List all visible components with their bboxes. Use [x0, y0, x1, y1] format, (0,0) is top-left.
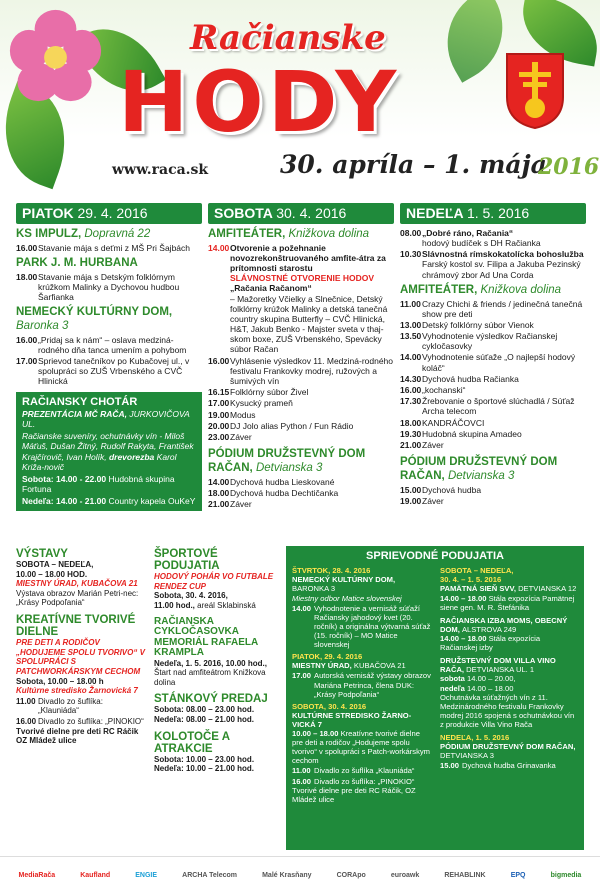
event-item [16, 697, 146, 716]
event-text: Modus [230, 409, 256, 420]
venue [208, 228, 394, 242]
event-text [422, 228, 586, 248]
event-time: 17.00 [292, 671, 312, 681]
event-item [440, 594, 578, 612]
event-text: Stála expozícia Račianskej izby [440, 633, 541, 653]
text: Tvorivé dielne pre deti RC Ráčik OZ Mládež ulice [16, 726, 139, 746]
venue-name: PÓDIUM DRUŽSTEVNÝ DOM RAČAN, [208, 448, 366, 474]
sponsor-logo: Kaufland [80, 872, 111, 880]
text-place: areál Sklabinská [197, 600, 256, 610]
event-time: 11.00 [400, 298, 421, 309]
event-text: Detský folklórny súbor Vienok [422, 319, 534, 330]
venue: NEMECKÝ KULTÚRNY DOM, [292, 575, 396, 585]
header [0, 0, 600, 196]
event-item [400, 374, 586, 384]
text: Nedeľa, 1. 5. 2016, 10.00 hod., [154, 658, 267, 668]
event-text: Divadlo zo šuflíka: „PINOKIO“ [38, 716, 144, 726]
event-item [16, 272, 202, 303]
event-time: 18.00 [400, 417, 422, 428]
event-item [16, 356, 202, 387]
event-highlight: SLÁVNOSTNÉ OTVORENIE HODOV [230, 273, 375, 284]
box-subtitle-a: PREZENTÁCIA MČ RAČA, [22, 408, 127, 419]
event-text: „Račania Račanom“ [230, 283, 312, 294]
event-time: 16.00 [16, 334, 38, 345]
sponsor-footer [0, 856, 600, 896]
column-sunday [400, 203, 586, 506]
text: Ochutnávka súťažných vín z 11. Medzinárodného festivalu Frankovky modrej 2016 spojená s ochutnávkou vín z produkcie Villa Vino Rača [440, 692, 575, 729]
text [440, 674, 578, 683]
event-time: 21.00 [400, 439, 422, 450]
section-title: ŠPORTOVÉ PODUJATIA [154, 548, 220, 573]
day-date: 1. 5. 2016 [466, 205, 530, 221]
box-line [22, 474, 196, 494]
event-time: 10.00 – 18.00 [292, 729, 339, 739]
day-header-saturday [208, 203, 394, 224]
event-text: Vyhodnotenie súťaže „O najlepší hodový koláč“ [422, 352, 576, 373]
text: Výstava obrazov Marián Petri-nec: „Krásy Podpoľania“ [16, 588, 139, 608]
accompanying-events-box [286, 546, 584, 850]
text: Tvorivé dielne pre deti RC Ráčik, OZ Mládež ulice [292, 785, 416, 804]
column-exhibitions [16, 548, 146, 746]
event-item [208, 432, 394, 442]
column-friday [16, 203, 202, 511]
event-time: 16.00 [292, 776, 312, 786]
event-time: 13.50 [400, 331, 422, 342]
box-line-time: Sobota: 14.00 - 22.00 [22, 473, 107, 484]
subtitle: HODOVÝ POHÁR VO FUTBALE RENDEZ CUP [154, 572, 274, 591]
event-time: 18.00 [16, 271, 38, 282]
text: Sobota, 30. 4. 2016, [154, 591, 228, 601]
event-year: 2016 [538, 154, 600, 180]
subtitle: PRE DETI A RODIČOV „HODUJEME SPOLU TVORIVO“ V SPOLUPRÁCI S PATCHWORKÁRSKYM CECHOM [16, 638, 145, 676]
event-text: DJ Jolo alias Python / Fun Rádio [230, 420, 354, 431]
event-text: – Mažoretky Včielky a Slnečnice, Detský folklórny krúžok Malinky a detská tanečná country skupina Butterfly – CVČ Hlinická, H&T, Jakub Benko - Majster sveta v thaj-skom boxe, ZUŠ Vrbenského, Spevácky súbor Račan [230, 293, 388, 355]
event-item [208, 387, 394, 397]
event-time: 15.00 [440, 761, 460, 771]
sponsor-logo: ENGIE [135, 872, 158, 880]
venue [440, 656, 578, 674]
event-text: „kochanski“ [422, 385, 466, 396]
event-text: Dychová hudba Dechtičanka [230, 487, 339, 498]
venue-name: MIESTNY ÚRAD, [292, 661, 352, 671]
text: 10.00 – 18.00 HOD. [16, 569, 88, 579]
section-title: SPRIEVODNÉ PODUJATIA [366, 550, 504, 562]
venue: Kultúrne stredisko Žarnovická 7 [16, 686, 138, 696]
event-text: KANDRÁČOVCI [422, 417, 485, 428]
event-time: 10.30 [400, 249, 422, 260]
event-time: 16.00 [400, 385, 422, 396]
event-time: 14.00 [208, 476, 230, 487]
event-item [400, 396, 586, 416]
day-date: 30. 4. 2016 [276, 205, 347, 221]
venue-address: DETVIANSKA UL. 1 [466, 665, 535, 675]
event-time: 19.00 [400, 495, 422, 506]
event-text: Vyhlásenie výsledkov 11. Medziná-rodného festivalu Frankovky modrej, ružových a šumivých vín [230, 355, 394, 387]
website-text: www.raca.sk [112, 162, 209, 178]
event-text: Kysucký prameň [230, 398, 293, 409]
column-saturday [208, 203, 394, 509]
event-item [440, 761, 578, 770]
text [154, 601, 282, 611]
day-name: NEDEĽA [406, 205, 464, 221]
event-text: Záver [422, 439, 444, 450]
event-item [400, 429, 586, 439]
event-item [208, 243, 394, 274]
section-title: KREATÍVNE TVORIVÉ DIELNE [16, 614, 136, 639]
event-item [208, 499, 394, 509]
venue-address: BARONKA 3 [292, 584, 336, 594]
event-time: 14.00 [292, 603, 312, 613]
event-item [292, 729, 432, 765]
venue-name: NEMECKÝ KULTÚRNY DOM, [16, 306, 173, 319]
text: Sobota: 10.00 – 23.00 hod. [154, 754, 255, 764]
event-dates: 30. apríla – 1. mája [280, 150, 547, 179]
event-time: 20.00 [208, 420, 230, 431]
event-text: Stála expozícia Pamätnej siene gen. M. R. Štefánika [440, 593, 575, 612]
sponsor-logo: Malé Krasňany [262, 872, 312, 880]
subcolumn-left [292, 566, 432, 804]
box-text [22, 431, 196, 472]
box-title: RAČIANSKY CHOTÁR [22, 395, 138, 408]
event-text: Stavanie mája s Detským folklórnym krúžkom Malinky a Dychovou hudbou Šarfianka [38, 271, 180, 302]
text: Štart nad amfiteátrom Knižkova dolina [154, 668, 266, 687]
event-text: Autorská vernisáž výstavy obrazov Mariána Petrinca, člena DUK: „Krásy Podpoľania“ [314, 671, 431, 699]
column-sports [154, 548, 282, 774]
event-time: 17.00 [208, 398, 230, 409]
venue-name: AMFITEÁTER, [208, 227, 286, 240]
event-text: Dychová hudba Račianka [422, 373, 519, 384]
venue-address: Knižkova dolina [480, 283, 562, 296]
event-text: Divadlo zo šuflíka: „Klauniáda“ [38, 696, 103, 716]
chotar-box [16, 392, 202, 511]
event-title: Slávnostná rímskokatolícka bohoslužba [422, 249, 584, 260]
event-item [440, 634, 578, 652]
venue: PARK J. M. HURBANA [16, 256, 138, 269]
event-text: Sprievod tanečníkov po Kubačovej ul., v spolupráci so ZUŠ Vrbenského a CVČ Hlinická [38, 356, 190, 387]
event-item [16, 243, 202, 253]
venue-name: PAMÄTNÁ SIEŇ SVV, [440, 584, 516, 594]
event-item [208, 410, 394, 420]
event-text: Vyhodnotenie výsledkov Račianskej cykločasovky [422, 331, 558, 352]
venue [16, 228, 202, 242]
box-subtitle [22, 409, 196, 429]
day-header-sunday [400, 203, 586, 224]
event-title: „Dobré ráno, Račania“ [422, 227, 514, 238]
venue [440, 616, 578, 634]
event-time: 14.00 – 18.00 [440, 633, 487, 643]
section-title: RAČIANSKA CYKLOČASOVKA MEMORIÁL RAFAELA KRAMPLA [154, 615, 258, 658]
event-item [292, 671, 432, 698]
event-time: 11.00 [292, 766, 311, 776]
box-text-c: Karol Križa-novič [22, 451, 177, 472]
venue-address: Knižkova dolina [288, 227, 370, 240]
venue [440, 584, 578, 593]
event-text: Vyhodnotenie a vernisáž súťaží Račiansky jahodový kvet (20. ročník) a originálna výtvarná súťaž (15. ročník) – MO Matice slovenskej [314, 603, 431, 650]
text-day: sobota [440, 674, 465, 684]
sponsor-logo: CORApo [336, 872, 366, 880]
event-text: Crazy Chichi & friends / jedinečná tanečná show pre deti [422, 298, 583, 319]
venue [400, 456, 586, 484]
venue-address: Dopravná 22 [84, 227, 151, 240]
event-time: 19.30 [400, 428, 422, 439]
event-time: 15.00 [400, 484, 422, 495]
event-text: „Pridaj sa k nám“ – oslava medziná-rodného dňa tanca umením a pohybom [38, 334, 187, 355]
event-text: Záver [230, 499, 252, 510]
venue-address: Detvianska 3 [255, 461, 323, 474]
venue-name: PÓDIUM DRUŽSTEVNÝ DOM RAČAN, [400, 456, 558, 482]
event-item [292, 604, 432, 650]
event-item [16, 335, 202, 355]
text-time: 14.00 – 18.00 [467, 683, 514, 693]
event-desc: hodový budíček s DH Račianka [422, 237, 541, 248]
day-header: SOBOTA, 30. 4. 2016 [292, 701, 367, 711]
venue-address: DETVIANSKA 12 [518, 584, 577, 594]
text: SOBOTA – NEDEĽA, [16, 560, 94, 570]
venue-name: AMFITEÁTER, [400, 283, 478, 296]
event-time: 16.00 [208, 355, 230, 366]
day-header: PIATOK, 29. 4. 2016 [292, 652, 363, 662]
event-item [208, 398, 394, 408]
text: Nedeľa: 10.00 – 21.00 hod. [154, 764, 255, 774]
day-name: PIATOK [22, 205, 74, 221]
event-item [400, 331, 586, 351]
event-time: 21.00 [208, 499, 230, 510]
event-item [400, 418, 586, 428]
sponsor-logo: EPQ [510, 872, 526, 880]
text-time: 14.00 – 20.00, [467, 674, 516, 684]
box-line-text: Country kapela OuKeY [108, 496, 196, 507]
event-item [16, 717, 146, 727]
venue [400, 284, 586, 298]
event-time: 14.00 [400, 352, 422, 363]
event-time: 23.00 [208, 431, 230, 442]
venue-address: KUBAČOVA 21 [353, 661, 406, 671]
section-title: KOLOTOČE A ATRAKCIE [154, 730, 230, 755]
event-text [422, 249, 586, 280]
venue-address: Baronka 3 [16, 319, 69, 332]
event-time: 11.00 [16, 696, 36, 706]
title-main: HODY [118, 53, 401, 151]
venue-address: ALSTROVA 249 [461, 624, 517, 634]
text: Sobota, 10.00 – 18.00 h [16, 676, 104, 686]
sponsor-logo: bigmedia [550, 872, 582, 880]
event-item [292, 766, 432, 775]
event-text: Hudobná skupina Amadeo [422, 428, 522, 439]
event-item [400, 385, 586, 395]
event-time: 13.00 [400, 319, 422, 330]
sponsor-logo: MediaRača [18, 872, 56, 880]
venue-name: DRUŽSTEVNÝ DOM VILLA VINO RAČA, [440, 656, 556, 675]
box-subtitle-b: JURKOVIČOVA UL. [22, 408, 190, 430]
day-header: 30. 4. – 1. 5. 2016 [440, 575, 502, 585]
day-name: SOBOTA [214, 205, 273, 221]
event-time: 16.00 [16, 242, 38, 253]
event-desc: Farský kostol sv. Filipa a Jakuba Pezinský chrámový zbor Ad Una Corda [422, 259, 581, 280]
venue-name: RAČIANSKA IZBA MOMS, OBECNÝ DOM, [440, 615, 568, 634]
event-text: Folklórny súbor Živel [230, 387, 309, 398]
day-header: SOBOTA – NEDEĽA, [440, 566, 514, 576]
event-item [400, 299, 586, 319]
event-time: 16.15 [208, 387, 230, 398]
text: Sobota: 08.00 – 23.00 hod. [154, 705, 255, 715]
event-text: Kreatívne tvorivé dielne pre deti a rodičov „Hodujeme spolu tvorivo“ v spolupráci s Patch-workárskym cechom [292, 729, 430, 766]
box-text-a: Račianske suveníry, ochutnávky vín - Miloš Máťuš, Dušan Žitný, Rudolf Rakyta, František Krajčírovič, Ivan Holík, [22, 431, 194, 462]
venue [440, 742, 578, 760]
text-time: 11.00 hod., [154, 600, 195, 610]
sponsor-logo: euroawk [390, 872, 420, 880]
event-item [400, 249, 586, 280]
text [440, 684, 578, 693]
event-item [208, 477, 394, 487]
coat-of-arms-icon [505, 52, 565, 130]
event-item [208, 488, 394, 498]
event-text: Otvorenie a požehnanie novozrekonštruovaného amfite-átra za prítomnosti starostu [230, 242, 386, 273]
event-item [400, 320, 586, 330]
venue-name: KS IMPULZ, [16, 227, 82, 240]
event-item [400, 485, 586, 495]
flower-icon [8, 8, 103, 103]
event-time: 14.30 [400, 373, 422, 384]
event-text: Žrebovanie o športové slúchadlá / Súťaž Archa telecom [422, 396, 575, 417]
venue [208, 448, 394, 476]
event-text: Stavanie mája s deťmi z MŠ Pri Šajbách [38, 242, 190, 253]
event-item [400, 352, 586, 372]
box-line-text: Hudobná skupina Fortuna [22, 473, 175, 495]
event-text: Dychová hudba Lieskované [230, 476, 335, 487]
event-time: 19.00 [208, 409, 230, 420]
day-header: ŠTVRTOK, 28. 4. 2016 [292, 566, 371, 576]
text: Miestny odbor Matice slovenskej [292, 593, 402, 603]
sponsor-logo: ARCHA Telecom [182, 872, 237, 880]
event-item [292, 777, 432, 786]
section-title: VÝSTAVY [16, 548, 68, 560]
sponsor-logo: REHABLINK [444, 872, 486, 880]
venue-address: DETVIANSKA 3 [440, 751, 495, 761]
event-time: 17.00 [16, 356, 38, 367]
event-time: 18.00 [208, 487, 230, 498]
box-line-time: Nedeľa: 14.00 - 21.00 [22, 496, 107, 507]
venue: MIESTNY ÚRAD, KUBAČOVA 21 [16, 579, 138, 589]
event-time: 08.00 [400, 227, 422, 238]
event-text: Dychová hudba [422, 484, 482, 495]
event-item [208, 356, 394, 387]
event-text: Záver [230, 431, 252, 442]
title-top: Račianske [190, 18, 386, 58]
event-item [400, 496, 586, 506]
day-header-friday [16, 203, 202, 224]
box-text-b: drevorezba [108, 451, 155, 462]
event-time: 16.00 [16, 716, 37, 726]
event-text: Divadlo zo šuflíka „Klauniáda“ [314, 766, 415, 776]
event-text: Záver [422, 495, 444, 506]
event-item [400, 228, 586, 248]
event-time: 17.30 [400, 396, 422, 407]
event-time: 14.00 – 18.00 [440, 593, 487, 603]
venue: KULTÚRNE STREDISKO ŽARNO-VICKÁ 7 [292, 710, 412, 729]
text-day: nedeľa [440, 683, 465, 693]
venue-address: Detvianska 3 [447, 469, 515, 482]
day-date: 29. 4. 2016 [77, 205, 148, 221]
venue-name: PÓDIUM DRUŽSTEVNÝ DOM RAČAN, [440, 742, 576, 752]
event-item [208, 421, 394, 431]
section-title: STÁNKOVÝ PREDAJ [154, 693, 268, 706]
event-text: Divadlo zo šuflíka: „PINOKIO“ [314, 776, 415, 786]
day-header: NEDEĽA, 1. 5. 2016 [440, 733, 510, 743]
event-time: 14.00 [208, 242, 230, 253]
box-line [22, 496, 196, 506]
subcolumn-right [440, 566, 578, 804]
venue [292, 661, 432, 670]
event-item [400, 440, 586, 450]
event-text: Dychová hudba Grinavanka [462, 761, 556, 771]
text: Nedeľa: 08.00 – 21.00 hod. [154, 714, 255, 724]
venue [16, 306, 202, 334]
